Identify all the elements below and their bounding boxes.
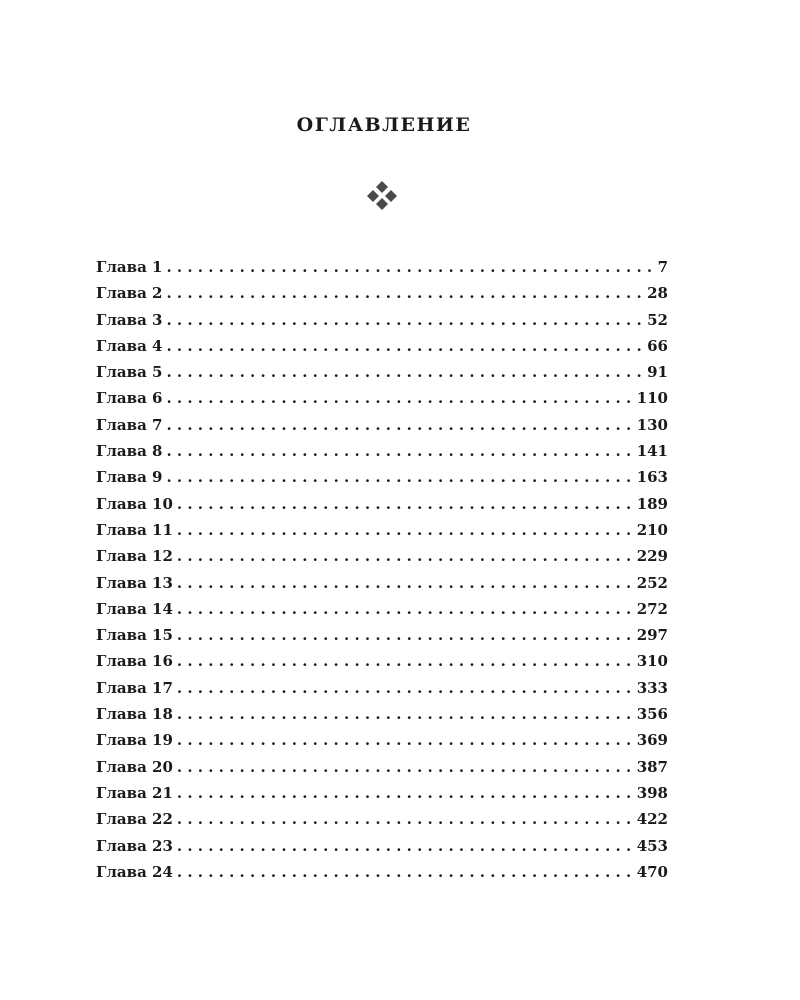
toc-page-number: 297 <box>636 626 668 645</box>
four-diamond-ornament-icon <box>364 180 400 210</box>
toc-page-number: 252 <box>636 573 668 592</box>
toc-entry[interactable] <box>96 784 668 810</box>
toc-chapter-label: Глава 9 <box>96 468 163 487</box>
toc-dot-leader <box>177 495 634 513</box>
toc-dot-leader <box>177 863 634 881</box>
toc-dot-leader <box>177 837 634 855</box>
toc-chapter-label: Глава 20 <box>96 757 173 776</box>
toc-page-number: 189 <box>636 494 668 513</box>
toc-chapter-label: Глава 21 <box>96 783 173 802</box>
toc-entry[interactable] <box>96 837 668 863</box>
toc-chapter-label: Глава 1 <box>96 258 163 276</box>
toc-entry[interactable] <box>96 468 668 494</box>
toc-chapter-label: Глава 23 <box>96 836 173 855</box>
toc-page-number: 310 <box>636 652 668 671</box>
toc-dot-leader <box>177 679 634 697</box>
toc-dot-leader <box>166 416 633 434</box>
toc-dot-leader <box>177 810 634 828</box>
toc-entry[interactable] <box>96 363 668 389</box>
toc-dot-leader <box>166 363 644 381</box>
toc-page-number: 66 <box>647 336 668 355</box>
toc-page-number: 141 <box>636 442 668 461</box>
toc-dot-leader <box>166 311 644 329</box>
toc-dot-leader <box>166 284 644 302</box>
toc-chapter-label: Глава 2 <box>96 284 163 303</box>
toc-page-number: 356 <box>636 705 668 724</box>
toc-page-number: 163 <box>636 468 668 487</box>
toc-dot-leader <box>166 337 644 355</box>
toc-page-number: 7 <box>657 258 668 276</box>
toc-entry[interactable] <box>96 337 668 363</box>
toc-page-number: 229 <box>636 547 668 566</box>
toc-chapter-label: Глава 6 <box>96 389 163 408</box>
toc-page-number: 398 <box>636 783 668 802</box>
toc-dot-leader <box>177 626 634 644</box>
toc-chapter-label: Глава 15 <box>96 626 173 645</box>
toc-page-number: 110 <box>636 389 668 408</box>
toc-entry[interactable] <box>96 705 668 731</box>
toc-dot-leader <box>177 758 634 776</box>
toc-dot-leader <box>166 389 633 407</box>
toc-chapter-label: Глава 4 <box>96 336 163 355</box>
toc-chapter-label: Глава 10 <box>96 494 173 513</box>
toc-dot-leader <box>166 258 654 276</box>
toc-entry[interactable] <box>96 495 668 521</box>
toc-chapter-label: Глава 7 <box>96 415 163 434</box>
toc-page-number: 387 <box>636 757 668 776</box>
toc-entry[interactable] <box>96 652 668 678</box>
toc-chapter-label: Глава 17 <box>96 678 173 697</box>
toc-page-number: 210 <box>636 520 668 539</box>
toc-dot-leader <box>177 731 634 749</box>
toc-dot-leader <box>177 705 634 723</box>
toc-entry[interactable] <box>96 810 668 836</box>
toc-page-number: 130 <box>636 415 668 434</box>
toc-entry[interactable] <box>96 731 668 757</box>
toc-chapter-label: Глава 3 <box>96 310 163 329</box>
toc-entry[interactable] <box>96 626 668 652</box>
toc-page-number: 422 <box>636 810 668 829</box>
toc-chapter-label: Глава 22 <box>96 810 173 829</box>
toc-entry[interactable] <box>96 600 668 626</box>
toc-dot-leader <box>177 521 634 539</box>
page-title: ОГЛАВЛЕНИЕ <box>296 114 472 136</box>
table-of-contents <box>96 258 668 889</box>
toc-entry[interactable] <box>96 574 668 600</box>
toc-chapter-label: Глава 5 <box>96 363 163 382</box>
toc-dot-leader <box>177 600 634 618</box>
toc-chapter-label: Глава 18 <box>96 705 173 724</box>
toc-entry[interactable] <box>96 311 668 337</box>
toc-dot-leader <box>166 468 633 486</box>
toc-chapter-label: Глава 14 <box>96 599 173 618</box>
toc-dot-leader <box>177 784 634 802</box>
toc-entry[interactable] <box>96 442 668 468</box>
toc-chapter-label: Глава 19 <box>96 731 173 750</box>
toc-chapter-label: Глава 11 <box>96 520 173 539</box>
toc-entry[interactable] <box>96 389 668 415</box>
toc-dot-leader <box>177 574 634 592</box>
toc-entry[interactable] <box>96 863 668 889</box>
toc-page-number: 453 <box>636 836 668 855</box>
toc-page-number: 333 <box>636 678 668 697</box>
toc-dot-leader <box>177 652 634 670</box>
toc-chapter-label: Глава 24 <box>96 862 173 881</box>
toc-page-number: 369 <box>636 731 668 750</box>
toc-entry[interactable] <box>96 679 668 705</box>
toc-chapter-label: Глава 8 <box>96 442 163 461</box>
toc-dot-leader <box>177 547 634 565</box>
toc-entry[interactable] <box>96 521 668 547</box>
toc-chapter-label: Глава 12 <box>96 547 173 566</box>
toc-entry[interactable] <box>96 758 668 784</box>
toc-page-number: 91 <box>647 363 668 382</box>
toc-entry[interactable] <box>96 416 668 442</box>
toc-dot-leader <box>166 442 633 460</box>
toc-entry[interactable] <box>96 547 668 573</box>
toc-entry[interactable] <box>96 258 668 284</box>
toc-chapter-label: Глава 16 <box>96 652 173 671</box>
toc-page-number: 470 <box>636 862 668 881</box>
toc-page-number: 272 <box>636 599 668 618</box>
toc-page-number: 28 <box>647 284 668 303</box>
toc-entry[interactable] <box>96 284 668 310</box>
toc-page-number: 52 <box>647 310 668 329</box>
toc-chapter-label: Глава 13 <box>96 573 173 592</box>
